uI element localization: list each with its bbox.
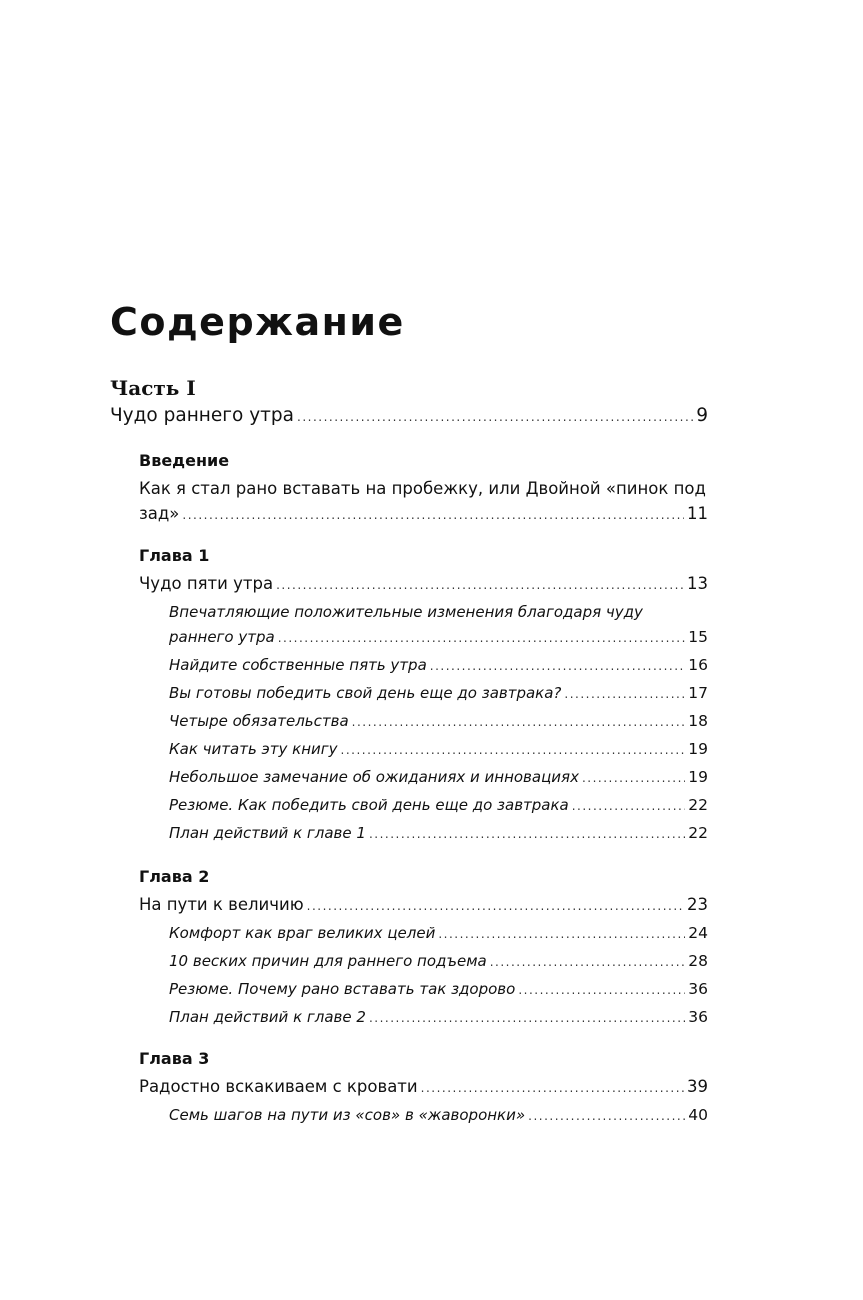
dot-leader: [528, 1109, 685, 1123]
dot-leader: [307, 899, 684, 913]
page-number: 22: [688, 796, 708, 814]
entry-title: Найдите собственные пять утра: [169, 656, 427, 674]
dot-leader: [369, 827, 685, 841]
entry-title: Радостно вскакиваем с кровати: [139, 1077, 418, 1096]
page-number: 11: [687, 504, 708, 523]
page-number: 40: [688, 1106, 708, 1124]
dot-leader: [341, 743, 686, 757]
page-number: 39: [687, 1077, 708, 1096]
dot-leader: [564, 687, 685, 701]
entry-title: Резюме. Почему рано вставать так здорово: [169, 980, 516, 998]
toc-subentry[interactable]: [169, 768, 708, 786]
intro-heading: Введение: [139, 451, 230, 470]
entry-title: 10 веских причин для раннего подъема: [169, 952, 487, 970]
toc-entry-part[interactable]: [110, 405, 708, 426]
dot-leader: [352, 715, 686, 729]
chapter1-heading: Глава 1: [139, 546, 210, 565]
toc-subentry[interactable]: [169, 656, 708, 674]
dot-leader: [490, 955, 686, 969]
page-number: 19: [688, 768, 708, 786]
intro-entry-line1[interactable]: Как я стал рано вставать на пробежку, или Двойной «пинок под: [139, 479, 706, 498]
page-number: 13: [687, 574, 708, 593]
entry-title: Как читать эту книгу: [169, 740, 338, 758]
entry-title: Вы готовы победить свой день еще до завтрака?: [169, 684, 562, 702]
page-number: 36: [688, 1008, 708, 1026]
page-number: 23: [687, 895, 708, 914]
toc-entry-chapter1[interactable]: [139, 574, 708, 593]
page-number: 18: [688, 712, 708, 730]
toc-subentry[interactable]: [169, 824, 708, 842]
entry-title: Комфорт как враг великих целей: [169, 924, 436, 942]
toc-subentry-line1[interactable]: Впечатляющие положительные изменения благодаря чуду: [169, 603, 643, 621]
page-number: 24: [688, 924, 708, 942]
toc-subentry[interactable]: [169, 796, 708, 814]
toc-subentry[interactable]: [169, 1106, 708, 1124]
entry-title: Небольшое замечание об ожиданиях и инновациях: [169, 768, 579, 786]
entry-title: План действий к главе 2: [169, 1008, 366, 1026]
entry-title: План действий к главе 1: [169, 824, 366, 842]
toc-entry-chapter2[interactable]: [139, 895, 708, 914]
dot-leader: [278, 631, 686, 645]
dot-leader: [582, 771, 685, 785]
dot-leader: [430, 659, 686, 673]
dot-leader: [297, 410, 693, 424]
toc-entry-chapter3[interactable]: [139, 1077, 708, 1096]
toc-subentry[interactable]: [169, 712, 708, 730]
entry-title: Чудо раннего утра: [110, 405, 294, 426]
dot-leader: [518, 983, 685, 997]
chapter2-heading: Глава 2: [139, 867, 210, 886]
dot-leader: [182, 508, 684, 522]
page-number: 17: [688, 684, 708, 702]
page-number: 16: [688, 656, 708, 674]
toc-subentry[interactable]: [169, 952, 708, 970]
dot-leader: [369, 1011, 685, 1025]
entry-title: Резюме. Как победить свой день еще до завтрака: [169, 796, 569, 814]
dot-leader: [438, 927, 685, 941]
toc-subentry[interactable]: [169, 684, 708, 702]
toc-subentry[interactable]: [169, 628, 708, 646]
entry-title: Четыре обязательства: [169, 712, 349, 730]
dot-leader: [572, 799, 686, 813]
page-number: 36: [688, 980, 708, 998]
toc-subentry[interactable]: [169, 740, 708, 758]
page-number: 28: [688, 952, 708, 970]
dot-leader: [421, 1081, 684, 1095]
page-number: 9: [696, 405, 708, 426]
entry-title: На пути к величию: [139, 895, 304, 914]
part-label: Часть I: [110, 376, 196, 400]
page-title: Содержание: [110, 300, 405, 344]
toc-subentry[interactable]: [169, 924, 708, 942]
toc-subentry[interactable]: [169, 1008, 708, 1026]
toc-entry-intro[interactable]: [139, 504, 708, 523]
page-number: 19: [688, 740, 708, 758]
entry-title: раннего утра: [169, 628, 275, 646]
dot-leader: [276, 578, 684, 592]
entry-title: Чудо пяти утра: [139, 574, 274, 593]
entry-title: зад»: [139, 504, 180, 523]
toc-subentry[interactable]: [169, 980, 708, 998]
page-number: 22: [688, 824, 708, 842]
page-number: 15: [688, 628, 708, 646]
entry-title: Семь шагов на пути из «сов» в «жаворонки»: [169, 1106, 526, 1124]
chapter3-heading: Глава 3: [139, 1049, 210, 1068]
